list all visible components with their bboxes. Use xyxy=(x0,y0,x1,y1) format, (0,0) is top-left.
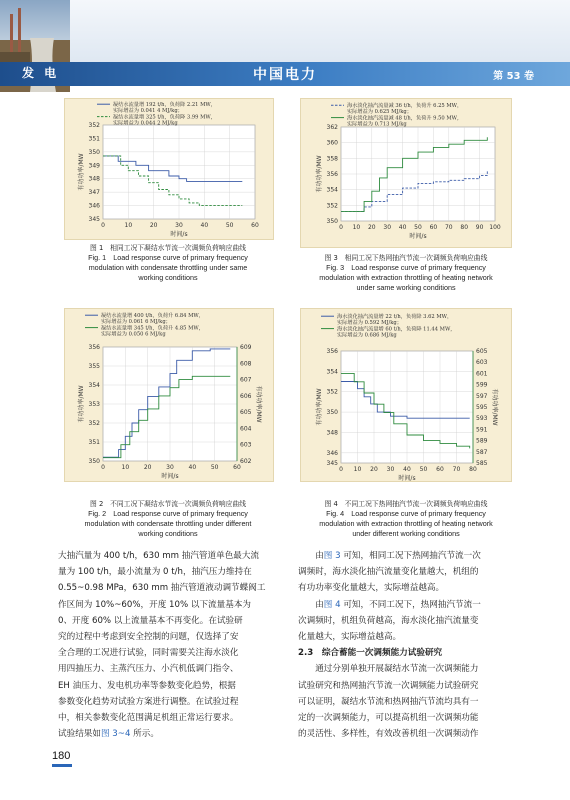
legend-entry: 实际增益为 0.041 4 MJ/kg； xyxy=(113,108,183,115)
figure-3-chart xyxy=(301,99,511,247)
y-right-tick-label: 587 xyxy=(476,448,488,456)
header-banner xyxy=(70,0,570,62)
y-tick-label: 355 xyxy=(88,363,100,370)
y-tick-label: 356 xyxy=(88,344,100,351)
y-axis-label: 有功功率/MW xyxy=(316,155,323,193)
y-tick-label: 346 xyxy=(88,202,100,210)
x-tick-label: 40 xyxy=(188,464,197,471)
figure-4-caption-en-1: Fig. 4 Load response curve of primary frequency xyxy=(326,509,486,518)
x-tick-label: 10 xyxy=(352,224,361,231)
y-right-axis-label: 有功功率/MW xyxy=(491,388,498,426)
y-right-tick-label: 602 xyxy=(240,458,252,465)
x-tick-label: 60 xyxy=(233,464,241,471)
figure-1-caption xyxy=(50,243,286,283)
body-line xyxy=(298,597,528,613)
y-tick-label: 354 xyxy=(326,368,338,376)
y-right-tick-label: 589 xyxy=(476,437,488,445)
figure-1-chart xyxy=(65,99,273,239)
body-line: 作区间为 10%~60%，开度 10% 以下流量基本为 xyxy=(58,599,252,610)
y-right-tick-label: 597 xyxy=(476,392,488,400)
y-right-tick-label: 591 xyxy=(476,426,488,434)
x-axis-label: 时间/s xyxy=(170,231,188,238)
x-tick-label: 60 xyxy=(436,466,444,473)
x-tick-label: 30 xyxy=(383,224,392,231)
x-tick-label: 10 xyxy=(353,466,362,473)
y-tick-label: 354 xyxy=(88,382,100,389)
x-tick-label: 50 xyxy=(225,222,234,229)
x-tick-label: 10 xyxy=(121,464,130,471)
figure-2-caption-en-2: modulation with condensate throttling under different xyxy=(84,519,252,528)
body-line: 定的一次调频能力，可以提高机组一次调频功能 xyxy=(298,713,479,724)
x-tick-label: 80 xyxy=(460,224,469,231)
y-tick-label: 358 xyxy=(326,155,338,163)
figure-ref-link[interactable]: 图 3~4 xyxy=(100,729,131,740)
y-tick-label: 351 xyxy=(88,135,100,143)
y-axis-label: 有功功率/MW xyxy=(78,385,85,423)
figure-1-caption-zh: 图 1 相同工况下凝结水节流一次调频负荷响应曲线 xyxy=(89,244,246,252)
page-number-bar xyxy=(52,764,72,767)
body-line: 究的过程中考虑到安全控制的问题，仅选择了安 xyxy=(58,632,239,643)
x-tick-label: 0 xyxy=(101,464,105,471)
figure-1-caption-en-3: working conditions xyxy=(138,273,198,282)
figure-1-caption-en-1: Fig. 1 Load response curve of primary frequency xyxy=(88,253,248,262)
figure-3-caption-en-3: under same working conditions xyxy=(356,283,456,292)
x-tick-label: 60 xyxy=(429,224,438,231)
x-tick-label: 50 xyxy=(414,224,422,231)
legend-entry: 实际增益为 0.686 MJ/kg xyxy=(337,332,397,339)
body-line: 大抽汽量为 400 t/h，630 mm 抽汽管道单色最大流 xyxy=(58,551,260,561)
y-tick-label: 350 xyxy=(88,458,100,465)
y-axis-label: 有功功率/MW xyxy=(316,388,323,426)
x-tick-label: 80 xyxy=(469,466,477,473)
y-tick-label: 353 xyxy=(88,401,100,408)
x-tick-label: 20 xyxy=(370,466,378,473)
x-tick-label: 10 xyxy=(124,222,133,229)
legend-entry: 凝结水流量增 345 t/h，负荷升 4.85 MW， xyxy=(101,325,204,332)
body-line: 调频时，海水淡化抽汽流量变化量越大，机组的 xyxy=(298,567,479,578)
legend-entry: 海水淡化抽汽流量增 22 t/h，负荷降 3.62 MW， xyxy=(337,314,453,320)
y-tick-label: 352 xyxy=(326,388,338,396)
figure-4-caption-en-2: modulation with extraction throttling of heating network xyxy=(319,519,493,528)
y-right-tick-label: 599 xyxy=(476,381,488,389)
body-right-column xyxy=(298,548,528,742)
body-line: EH 油压力、发电机功率等参数变化趋势，根据 xyxy=(58,680,236,691)
x-tick-label: 20 xyxy=(367,224,376,231)
body-text: 由 xyxy=(315,551,324,561)
body-line: 可以证明，凝结水节流和热网抽汽节流均具有一 xyxy=(298,696,479,707)
body-line: 用四抽压力、主蒸汽压力、小汽机低调门指令、 xyxy=(58,664,239,675)
y-tick-label: 352 xyxy=(326,202,338,210)
x-tick-label: 90 xyxy=(475,224,484,231)
y-right-tick-label: 605 xyxy=(476,348,488,355)
figure-3-caption-en-2: modulation with extraction throttling of heating network xyxy=(319,273,493,282)
y-right-tick-label: 609 xyxy=(240,344,252,351)
legend-entry: 海水淡化抽汽流量减 48 t/h，负荷升 9.50 MW， xyxy=(347,115,463,122)
x-tick-label: 20 xyxy=(143,464,152,471)
body-line: 通过分别单独开展凝结水节流一次调频能力 xyxy=(315,664,479,675)
legend-entry: 实际增益为 0.050 6 MJ/kg xyxy=(101,331,166,338)
legend-entry: 凝结水流量增 192 t/h，负荷降 2.21 MW， xyxy=(113,102,216,108)
x-tick-label: 100 xyxy=(489,224,501,231)
body-line xyxy=(298,548,528,564)
legend-entry: 实际增益为 0.061 6 MJ/kg； xyxy=(101,319,171,326)
y-right-tick-label: 595 xyxy=(476,404,488,411)
x-axis-label: 时间/s xyxy=(409,233,427,240)
figure-1-caption-en-2: modulation with condensate throttling under same xyxy=(88,263,248,272)
x-tick-label: 40 xyxy=(200,222,209,229)
figure-3 xyxy=(300,98,512,248)
y-right-tick-label: 607 xyxy=(240,376,252,384)
x-axis-label: 时间/s xyxy=(398,475,416,481)
figure-3-ref-link[interactable]: 图 3 xyxy=(323,551,341,561)
journal-title: 中国电力 xyxy=(253,67,317,83)
body-line: 参数变化趋势对试验方案进行调整。在试验过程 xyxy=(58,696,239,707)
body-line: 有功功率变化量越大，实际增益越高。 xyxy=(298,583,445,594)
y-right-tick-label: 603 xyxy=(240,441,252,449)
figure-2-caption-en-3: working conditions xyxy=(138,529,198,538)
figure-4-caption xyxy=(286,499,526,539)
page-number: 180 xyxy=(52,750,71,762)
y-tick-label: 352 xyxy=(88,122,100,129)
figure-2-caption xyxy=(50,499,286,539)
x-tick-label: 60 xyxy=(251,222,259,229)
page-header xyxy=(0,0,570,92)
y-axis-label: 有功功率/MW xyxy=(78,153,85,191)
body-line: 化量越大，实际增益越高。 xyxy=(298,632,402,643)
figure-1 xyxy=(64,98,274,240)
x-tick-label: 0 xyxy=(101,222,105,229)
body-line xyxy=(58,726,286,742)
x-tick-label: 30 xyxy=(175,222,183,229)
body-line: 试验研究和热网抽汽节流一次调频能力试验研究 xyxy=(298,680,479,691)
y-tick-label: 345 xyxy=(326,460,338,467)
y-tick-label: 345 xyxy=(88,216,100,223)
y-right-tick-label: 585 xyxy=(476,460,488,467)
y-tick-label: 350 xyxy=(326,409,338,417)
y-tick-label: 351 xyxy=(88,439,100,446)
y-tick-label: 362 xyxy=(326,124,338,131)
x-tick-label: 50 xyxy=(419,466,428,473)
x-tick-label: 70 xyxy=(452,466,461,473)
y-tick-label: 352 xyxy=(88,420,100,427)
figure-4-chart xyxy=(301,309,511,481)
body-line: 次调频时，机组负荷越高，海水淡化抽汽流量变 xyxy=(298,615,479,626)
figure-2 xyxy=(64,308,274,482)
x-tick-label: 40 xyxy=(398,224,407,231)
y-tick-label: 350 xyxy=(88,148,100,156)
legend-entry: 实际增益为 0.592 MJ/kg； xyxy=(337,320,402,327)
legend-entry: 海水淡化抽汽流量减 36 t/h，负荷升 6.25 MW， xyxy=(347,103,463,109)
y-tick-label: 356 xyxy=(326,348,338,355)
body-text: 可知，不同工况下，热网抽汽节流一 xyxy=(340,599,481,610)
y-tick-label: 348 xyxy=(326,429,338,437)
x-tick-label: 50 xyxy=(210,464,219,471)
body-text: 所示。 xyxy=(130,729,159,740)
y-tick-label: 346 xyxy=(326,449,338,457)
figure-4-caption-zh: 图 4 不同工况下热网抽汽节流一次调频负荷响应曲线 xyxy=(324,500,488,508)
y-right-tick-label: 608 xyxy=(240,360,252,368)
y-right-tick-label: 604 xyxy=(240,425,252,433)
figure-3-caption-zh: 图 3 相同工况下热网抽汽节流一次调频负荷响应曲线 xyxy=(324,254,488,262)
legend-entry: 凝结水流量增 400 t/h，负荷升 6.84 MW， xyxy=(101,313,204,319)
x-tick-label: 30 xyxy=(386,466,395,473)
figure-4-caption-en-3: under different working conditions xyxy=(352,529,460,538)
figure-3-caption-en-1: Fig. 3 Load response curve of primary frequency xyxy=(326,263,486,272)
body-line: 中，相关参数变化范围满足机组正常运行要求。 xyxy=(58,713,239,724)
x-tick-label: 40 xyxy=(403,466,411,473)
body-left-column xyxy=(58,548,286,742)
x-tick-label: 70 xyxy=(444,224,453,231)
y-right-tick-label: 603 xyxy=(476,359,488,367)
legend-entry: 凝结水流量增 325 t/h，负荷降 3.99 MW， xyxy=(113,114,216,121)
body-line: 0、开度 60% 以上流量基本不再变化。在试验研 xyxy=(58,615,243,626)
y-tick-label: 349 xyxy=(88,162,100,170)
x-tick-label: 0 xyxy=(339,224,343,231)
body-line: 0.55~0.98 MPa，630 mm 抽汽管道液动调节蝶阀工 xyxy=(58,583,266,594)
x-tick-label: 30 xyxy=(166,464,174,471)
y-tick-label: 347 xyxy=(88,189,100,197)
figure-4-ref-link[interactable]: 图 4 xyxy=(323,599,341,610)
body-line: 的灵活性、多样性，有效改善机组一次调频动作 xyxy=(298,729,479,740)
body-line: 量为 100 t/h，最小流量为 0 t/h，抽汽压力维持在 xyxy=(58,567,252,578)
y-right-tick-label: 605 xyxy=(240,409,252,417)
body-text: 由 xyxy=(315,599,324,610)
body-text: 可知，相同工况下热网抽汽节流一次 xyxy=(340,551,481,561)
figure-2-caption-zh: 图 2 不同工况下凝结水节流一次调频负荷响应曲线 xyxy=(89,500,246,508)
legend-entry: 实际增益为 0.044 2 MJ/kg xyxy=(113,120,178,127)
x-tick-label: 20 xyxy=(149,222,158,229)
section-tag: 发 电 xyxy=(22,66,60,80)
body-text: 试验结果如 xyxy=(58,729,101,740)
y-tick-label: 350 xyxy=(326,218,338,225)
y-tick-label: 354 xyxy=(326,186,338,194)
figure-2-chart xyxy=(65,309,273,481)
volume-label: 第 53 卷 xyxy=(493,71,534,82)
figure-3-caption xyxy=(286,253,526,293)
y-right-tick-label: 606 xyxy=(240,392,252,400)
y-right-tick-label: 601 xyxy=(476,370,488,378)
legend-entry: 实际增益为 0.625 MJ/kg； xyxy=(347,109,412,116)
y-tick-label: 348 xyxy=(88,175,100,183)
figure-2-caption-en-1: Fig. 2 Load response curve of primary frequency xyxy=(88,509,248,518)
legend-entry: 实际增益为 0.713 MJ/kg xyxy=(347,121,407,128)
legend-entry: 海水淡化抽汽流量增 60 t/h，负荷降 11.44 MW， xyxy=(337,326,456,333)
y-tick-label: 360 xyxy=(326,139,338,147)
y-right-tick-label: 593 xyxy=(476,415,488,423)
y-tick-label: 356 xyxy=(326,171,338,178)
section-heading: 2.3 综合蓄能一次调频能力试验研究 xyxy=(298,648,443,659)
figure-4 xyxy=(300,308,512,482)
y-right-axis-label: 有功功率/MW xyxy=(255,385,262,423)
x-axis-label: 时间/s xyxy=(161,473,179,480)
x-tick-label: 0 xyxy=(339,466,343,473)
body-line: 全合理的工况进行试验，同时需要关注海水淡化 xyxy=(58,648,239,659)
